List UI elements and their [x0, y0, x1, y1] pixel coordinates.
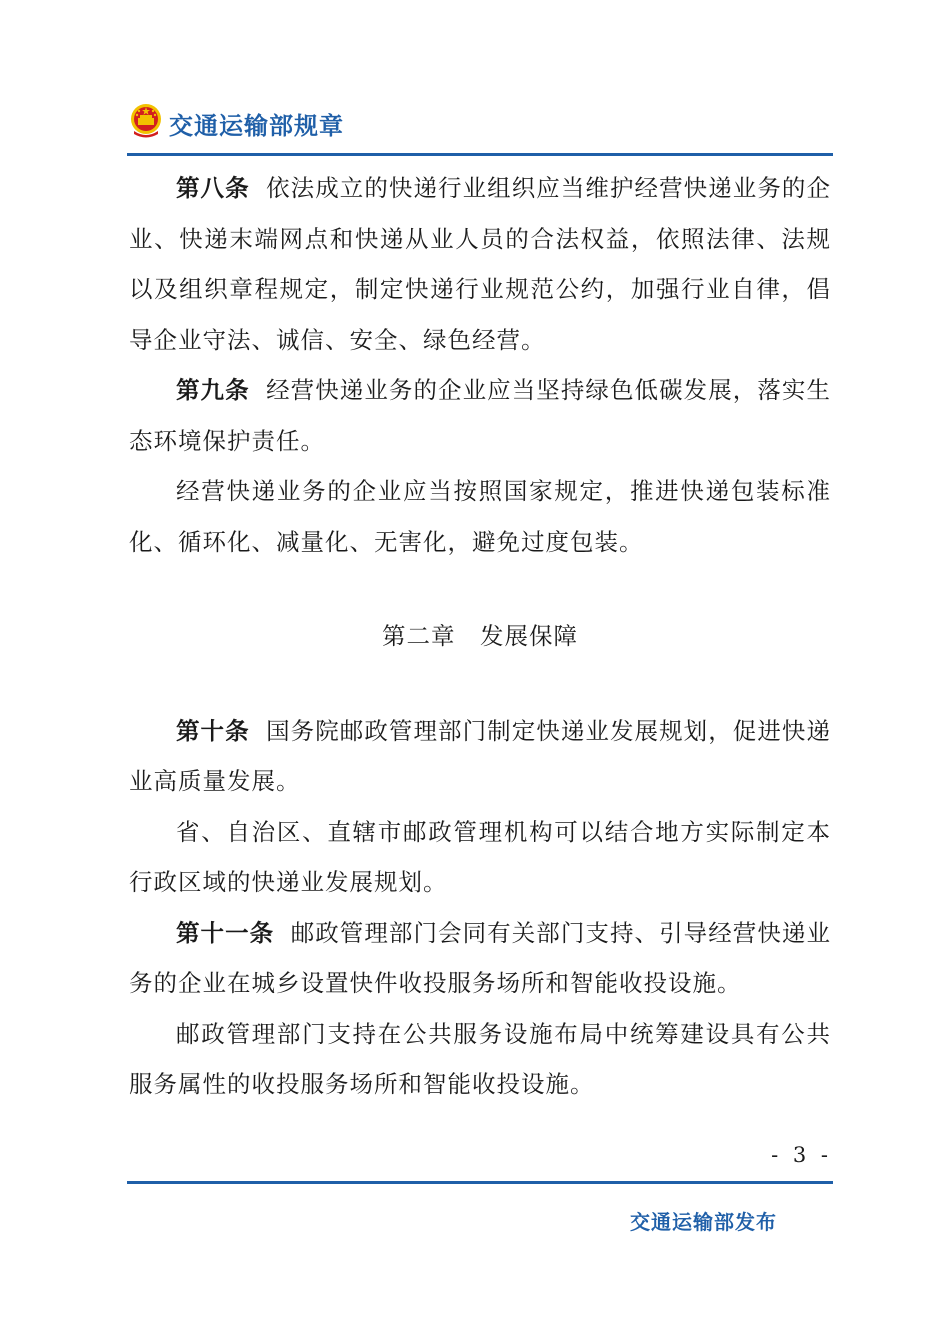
article-text: 经营快递业务的企业应当按照国家规定，推进快递包装标准化、循环化、减量化、无害化，避免过度包装。	[129, 477, 831, 556]
footer-publisher: 交通运输部发布	[630, 1210, 777, 1234]
article-text: 经营快递业务的企业应当坚持绿色低碳发展，落实生态环境保护责任。	[129, 376, 831, 455]
article-label: 第八条	[176, 174, 250, 202]
document-body	[129, 163, 831, 1110]
article-label: 第九条	[176, 376, 250, 404]
header-divider	[127, 153, 833, 156]
article-11	[129, 908, 831, 1009]
document-header	[127, 100, 833, 156]
article-10-clause-2	[129, 807, 831, 908]
article-10	[129, 706, 831, 807]
article-9-clause-2	[129, 466, 831, 567]
article-text: 邮政管理部门支持在公共服务设施布局中统筹建设具有公共服务属性的收投服务场所和智能收投设施。	[129, 1019, 831, 1098]
article-11-clause-2	[129, 1009, 831, 1110]
article-label: 第十条	[176, 716, 250, 745]
page-number: - 3 -	[771, 1143, 832, 1167]
chapter-heading: 第二章 发展保障	[382, 622, 578, 650]
article-text: 依法成立的快递行业组织应当维护经营快递业务的企业、快递末端网点和快递从业人员的合法权益，依照法律、法规以及组织章程规定，制定快递行业规范公约，加强行业自律，倡导企业守法、诚信、安全、绿色经营。	[129, 174, 831, 354]
article-text: 省、自治区、直辖市邮政管理机构可以结合地方实际制定本行政区域的快递业发展规划。	[129, 817, 831, 896]
article-8	[129, 163, 831, 365]
article-text: 邮政管理部门会同有关部门支持、引导经营快递业务的企业在城乡设置快件收投服务场所和智能收投设施。	[129, 918, 831, 997]
footer-divider	[127, 1181, 833, 1184]
article-label: 第十一条	[176, 918, 275, 947]
article-text: 国务院邮政管理部门制定快递业发展规划，促进快递业高质量发展。	[129, 716, 831, 795]
article-9	[129, 365, 831, 466]
national-emblem-icon	[129, 103, 163, 139]
header-title: 交通运输部规章	[169, 112, 344, 140]
